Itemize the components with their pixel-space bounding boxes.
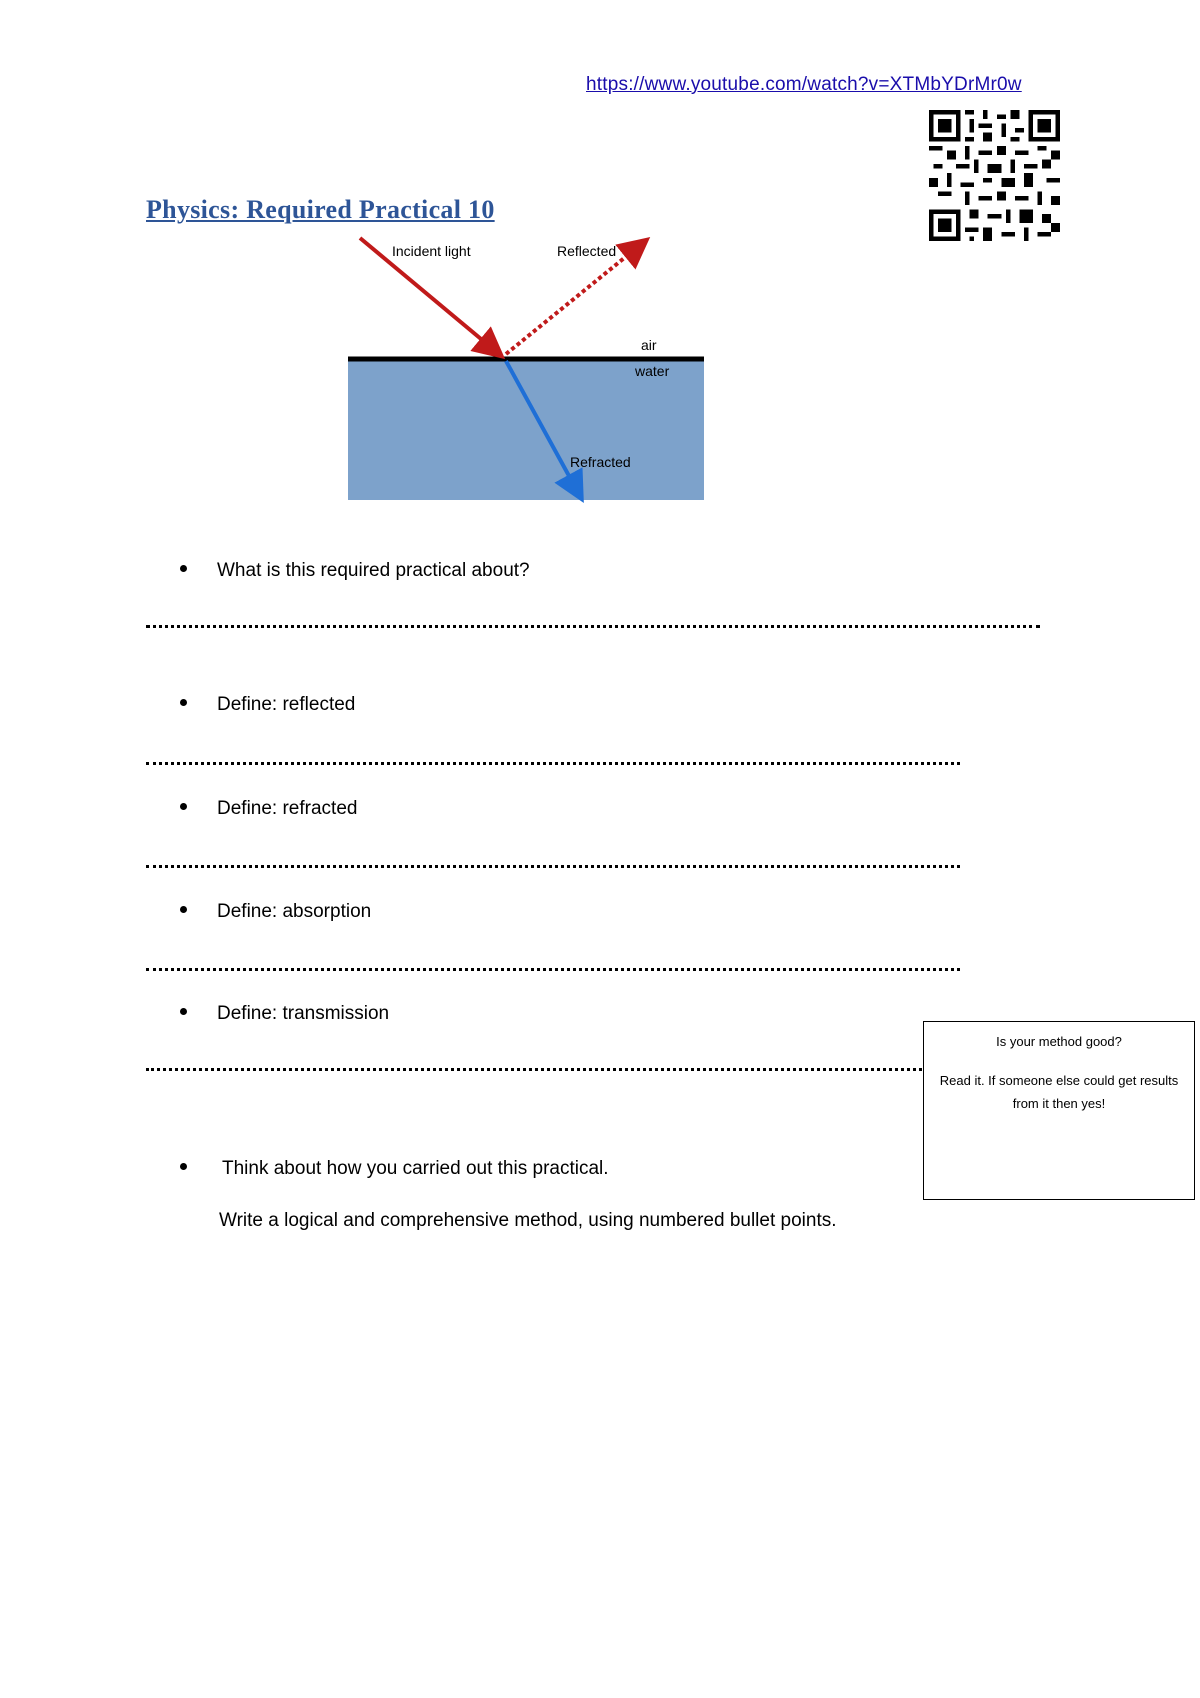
answer-line-5[interactable] bbox=[146, 1068, 922, 1071]
page-title: Physics: Required Practical 10 bbox=[146, 195, 495, 224]
bullet-icon bbox=[180, 1008, 187, 1015]
answer-line-4[interactable] bbox=[146, 968, 960, 971]
question-label: Define: transmission bbox=[217, 1003, 390, 1024]
question-1 bbox=[180, 560, 530, 582]
question-6 bbox=[180, 1158, 609, 1180]
bullet-icon bbox=[180, 906, 187, 913]
bullet-icon bbox=[180, 565, 187, 572]
qr-code-image bbox=[929, 107, 1060, 244]
tip-body: Read it. If someone else could get results from it then yes! bbox=[939, 1073, 1179, 1111]
answer-line-2[interactable] bbox=[146, 762, 960, 765]
question-label: Define: reflected bbox=[217, 694, 356, 715]
question-label: Define: refracted bbox=[217, 798, 358, 819]
question-3 bbox=[180, 798, 357, 820]
answer-line-1[interactable] bbox=[146, 625, 1040, 628]
question-label: What is this required practical about? bbox=[217, 560, 530, 581]
video-link[interactable]: https://www.youtube.com/watch?v=XTMbYDrMr0w bbox=[586, 74, 1022, 95]
question-label: Think about how you carried out this practical. bbox=[222, 1158, 609, 1179]
question-4 bbox=[180, 901, 371, 923]
bullet-icon bbox=[180, 1163, 187, 1170]
refraction-diagram bbox=[340, 232, 710, 504]
incident-label: Incident light bbox=[392, 243, 471, 259]
answer-line-3[interactable] bbox=[146, 865, 960, 868]
question-2 bbox=[180, 694, 355, 716]
tip-box bbox=[923, 1021, 1195, 1200]
refracted-label: Refracted bbox=[570, 454, 631, 470]
tip-heading: Is your method good? bbox=[996, 1034, 1122, 1049]
water-region bbox=[348, 360, 704, 500]
method-instruction: Write a logical and comprehensive method, using numbered bullet points. bbox=[219, 1210, 837, 1231]
bullet-icon bbox=[180, 803, 187, 810]
reflected-label: Reflected bbox=[557, 243, 617, 259]
air-label: air bbox=[641, 337, 657, 353]
question-label: Define: absorption bbox=[217, 901, 372, 922]
question-5 bbox=[180, 1003, 389, 1025]
bullet-icon bbox=[180, 699, 187, 706]
water-label: water bbox=[635, 363, 670, 379]
